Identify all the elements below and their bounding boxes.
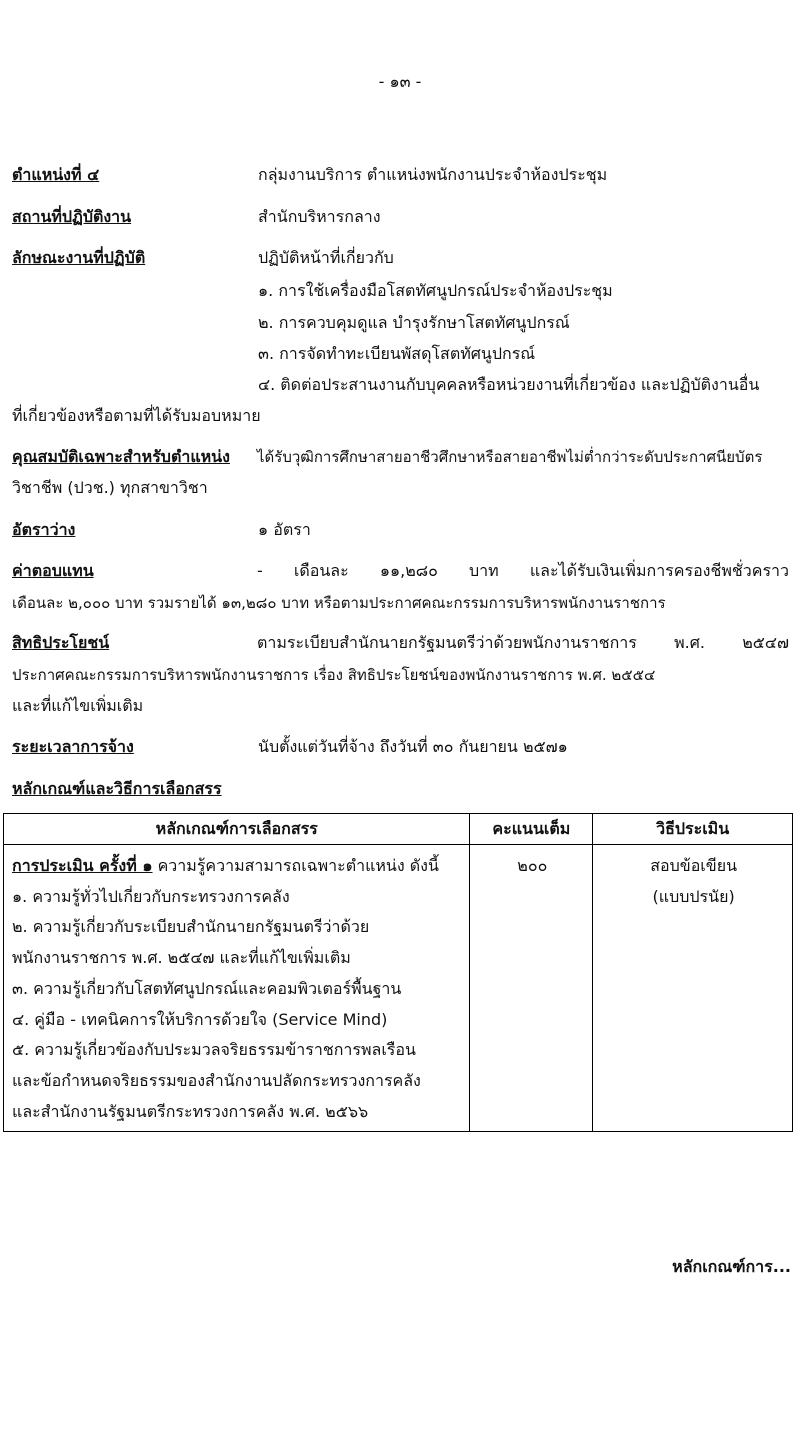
round-label: การประเมิน ครั้งที่ ๑	[12, 856, 153, 875]
criteria-line: ๑. ความรู้ทั่วไปเกี่ยวกับกระทรวงการคลัง	[12, 886, 290, 906]
benefits-line-2: ประกาศคณะกรรมการบริหารพนักงานราชการ เรื่อง สิทธิประโยชน์ของพนักงานราชการ พ.ศ. ๒๕๕๔	[12, 666, 656, 684]
column-header-full-score: คะแนนเต็ม	[470, 814, 593, 845]
duties-intro: ปฏิบัติหน้าที่เกี่ยวกับ	[258, 248, 394, 267]
selection-criteria-table	[3, 813, 793, 1132]
table-header-row	[4, 814, 793, 845]
qualification-label: คุณสมบัติเฉพาะสำหรับตำแหน่ง	[12, 447, 230, 466]
qualification-line-1: ได้รับวุฒิการศึกษาสายอาชีวศึกษาหรือสายอาชีพไม่ต่ำกว่าระดับประกาศนียบัตร	[257, 448, 763, 466]
benefits-label: สิทธิประโยชน์	[12, 633, 110, 652]
compensation-label: ค่าตอบแทน	[12, 561, 94, 580]
duty-item: ๒. การควบคุมดูแล บำรุงรักษาโสตทัศนูปกรณ์	[258, 313, 570, 332]
method-cell	[593, 845, 793, 1132]
benefits-line-1: ตามระเบียบสำนักนายกรัฐมนตรีว่าด้วยพนักงานราชการ พ.ศ. ๒๕๔๗	[257, 633, 789, 652]
compensation-line-1: - เดือนละ ๑๑,๒๘๐ บาท และได้รับเงินเพิ่มการครองชีพชั่วคราว	[257, 561, 789, 580]
vacancy-label: อัตราว่าง	[12, 520, 76, 539]
method-line-2: (แบบปรนัย)	[652, 886, 735, 906]
criteria-line: และสำนักงานรัฐมนตรีกระทรวงการคลัง พ.ศ. ๒๕๖๖	[12, 1101, 369, 1121]
duty-item-continuation: ที่เกี่ยวข้องหรือตามที่ได้รับมอบหมาย	[12, 406, 261, 425]
column-header-criteria: หลักเกณฑ์การเลือกสรร	[4, 814, 470, 845]
method-line-1: สอบข้อเขียน	[650, 856, 738, 875]
position-value: กลุ่มงานบริการ ตำแหน่งพนักงานประจำห้องประชุม	[258, 165, 608, 184]
workplace-label: สถานที่ปฏิบัติงาน	[12, 207, 132, 226]
continuation-footer: หลักเกณฑ์การ...	[672, 1257, 791, 1276]
table-row	[4, 845, 793, 1132]
qualification-line-2: วิชาชีพ (ปวช.) ทุกสาขาวิชา	[12, 478, 208, 497]
duties-label: ลักษณะงานที่ปฏิบัติ	[12, 248, 146, 267]
criteria-line: พนักงานราชการ พ.ศ. ๒๕๔๗ และที่แก้ไขเพิ่มเติม	[12, 948, 351, 968]
page-number: - ๑๓ -	[378, 72, 422, 91]
selection-heading: หลักเกณฑ์และวิธีการเลือกสรร	[12, 779, 222, 798]
round-description: ความรู้ความสามารถเฉพาะตำแหน่ง ดังนี้	[152, 856, 439, 875]
criteria-line: ๔. คู่มือ - เทคนิคการให้บริการด้วยใจ (Service Mind)	[12, 1009, 388, 1029]
employment-period-label: ระยะเวลาการจ้าง	[12, 737, 134, 756]
duty-item: ๑. การใช้เครื่องมือโสตทัศนูปกรณ์ประจำห้องประชุม	[258, 281, 613, 300]
employment-period-value: นับตั้งแต่วันที่จ้าง ถึงวันที่ ๓๐ กันยายน ๒๕๗๑	[258, 737, 568, 756]
criteria-cell	[4, 845, 470, 1132]
duty-item: ๔. ติดต่อประสานงานกับบุคคลหรือหน่วยงานที่เกี่ยวข้อง และปฏิบัติงานอื่น	[258, 375, 760, 394]
position-label: ตำแหน่งที่ ๔	[12, 165, 100, 184]
criteria-line: ๕. ความรู้เกี่ยวข้องกับประมวลจริยธรรมข้าราชการพลเรือน	[12, 1040, 416, 1060]
workplace-value: สำนักบริหารกลาง	[258, 207, 381, 226]
vacancy-value: ๑ อัตรา	[258, 520, 311, 539]
compensation-line-2: เดือนละ ๒,๐๐๐ บาท รวมรายได้ ๑๓,๒๘๐ บาท หรือตามประกาศคณะกรรมการบริหารพนักงานราชการ	[12, 594, 666, 612]
criteria-line: ๒. ความรู้เกี่ยวกับระเบียบสำนักนายกรัฐมนตรีว่าด้วย	[12, 917, 370, 937]
benefits-line-3: และที่แก้ไขเพิ่มเติม	[12, 696, 144, 715]
criteria-line: และข้อกำหนดจริยธรรมของสำนักงานปลัดกระทรวงการคลัง	[12, 1070, 421, 1090]
column-header-method: วิธีประเมิน	[593, 814, 793, 845]
duty-item: ๓. การจัดทำทะเบียนพัสดุโสตทัศนูปกรณ์	[258, 344, 536, 363]
full-score-cell	[470, 845, 593, 1132]
full-score-value: ๒๐๐	[517, 856, 548, 875]
criteria-line: ๓. ความรู้เกี่ยวกับโสตทัศนูปกรณ์และคอมพิวเตอร์พื้นฐาน	[12, 978, 402, 998]
